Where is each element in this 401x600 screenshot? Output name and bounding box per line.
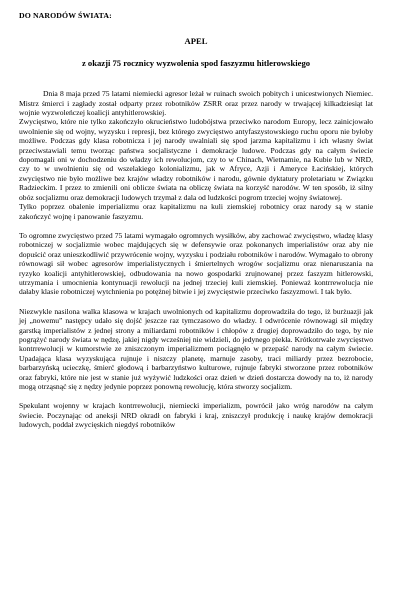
paragraph: Zwycięstwo, które nie tylko zakończyło okrucieństwo ludobójstwa przeciwko narodom Europy, lecz zainicjowało uwolnienie się od wojny, wyzysku i represji, bez którego zwycięstwo antyfaszystowskiego ruchu oporu nie byłoby możliwe. Podczas gdy klasa robotnicza i jej narody uwalniali się spod jarzma kapitalizmu i ich własny świat przeciwstawiali temu tworząc państwa socjalistyczne i demokracje ludowe. Podczas gdy na całym świecie dopomagali oni w dochodzeniu do władzy ich rewolucjom, czy to w Chinach, Wietnamie, na Kubie lub w NRD, czy to w uwolnieniu się od wszelakiego kolonializmu, jak w Afryce, Azji i Ameryce Łacińskiej, których zwycięstwo nie było możliwe bez krajów władzy robotników i narodu, gównie dyktatury proletariatu w Związku Radzieckim. I przez to zmienili oni oblicze świata na obliczę świata na korzyść narodów. W ten sposób, iż silny obóz socjalizmu oraz demokracji ludowych trzymał z dala od ludzkości pogrom trzeciej wojny światowej. xyxy=(19,117,373,202)
paragraph: Spekulant wojenny w krajach kontrrewolucji, niemiecki imperializm, powrócił jako wróg narodów na całym świecie. Poczynając od aneksji NRD okradł on fabryki i kraj, zniszczył produkcję i naukę krajów demokracji ludowych, poddał zwycięskich niegdyś robotników xyxy=(19,401,373,430)
paragraph: Dnia 8 maja przed 75 latami niemiecki agresor leżał w ruinach swoich pobitych i unicestwionych Niemiec. Mistrz śmierci i zagłady został odparty przez robotników ZSRR oraz przez narody w trwającej kilkadziesiąt lat wojnie wyzwoleńczej koalicji antyhitlerowskiej. xyxy=(19,89,373,118)
document-header: DO NARODÓW ŚWIATA: xyxy=(19,11,112,20)
paragraph: Tylko poprzez obalenie imperializmu oraz kapitalizmu na kuli ziemskiej robotnicy oraz narody są w stanie zakończyć wojnę i panowanie faszyzmu. xyxy=(19,202,373,221)
paragraph: Niezwykle nasilona walka klasowa w krajach uwolnionych od kapitalizmu doprowadziła do tego, iż burżuazji jak jej „nowemu” następcy udało się dojść jeszcze raz tymczasowo do władzy. I odwrócenie równowagi sił między garstką imperialistów z jednej strony a miliardami robotników i chłopów z drugiej doprowadziło do tego, by nie pogrążyć narody świata w nędzę, jakiej nigdy wcześniej nie widzieli, do jedynego piekła. Krótkotrwałe zwycięstwo kontrrewolucji w kumorstwie ze zniszczonym imperializmem pociągnęło w przepaść narody na całym świecie. Upadająca klasa wyzyskująca rujnuje i niszczy planetę, marnuje zasoby, traci miliardy przez bezrobocie, barbarzyńską ucieczkę, śmierć głodową i barbarzyństwo kulturowe, rujnuje fabryki stworzone przez robotników oraz fabryki, które nie jest w stanie już wyżywić ludzkości oraz dzień w dzień dostarcza dowody na to, iż narody mogą otrząsnąć się z nędzy jedynie poprzez ponowną rewolucję, która stworzy socjalizm. xyxy=(19,306,373,391)
section-3 xyxy=(19,307,373,392)
document-subtitle: z okazji 75 rocznicy wyzwolenia spod faszyzmu hitlerowskiego xyxy=(81,57,311,68)
paragraph: To ogromne zwycięstwo przed 75 latami wymagało ogromnych wysiłków, aby zachować zwycięstwo, władzę klasy robotniczej w socjalizmie wobec majdujących się w defensywie oraz pokonanych imperialistów oraz aby nie dopuścić oraz unieszkodliwić przywrócenie wojny, wyzysku i podziału robotników i narodów. Wymagało to obrony równowagi sił wobec agresorów imperialistycznych i śmiertelnych wrogów socjalizmu oraz nienaruszania na ryzyko koalicji antyhitlerowskiej, odbudowania na nowo gospodarki zrujnowanej przez faszyzm hitlerowski, utrzymania i umocnienia kontynuacji rewolucji na jednej trzeciej kuli ziemskiej. Ponieważ kontrrewolucja nie dałaby klasie robotniczej wytchnienia po potężnej bitwie i jej zwycięstwie przeciwko faszyzmowi. I tak było. xyxy=(19,230,373,297)
section-1 xyxy=(19,89,373,221)
section-2 xyxy=(19,231,373,297)
document-title: APEL xyxy=(184,36,208,47)
section-4 xyxy=(19,401,373,429)
